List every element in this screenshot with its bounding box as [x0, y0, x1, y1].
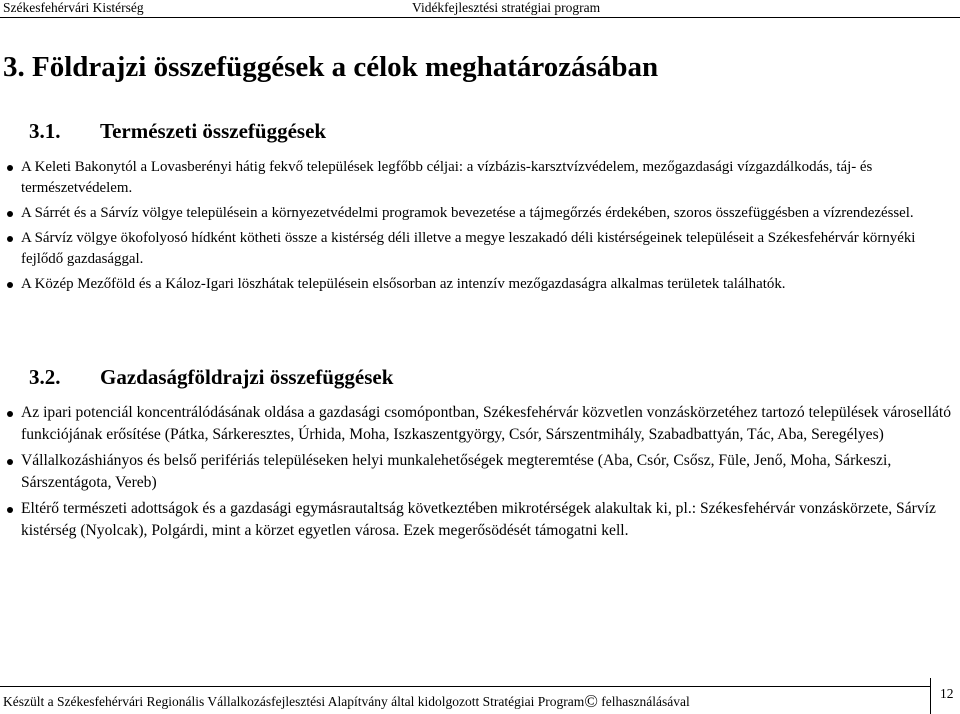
list-item-text: A Keleti Bakonytól a Lovasberényi hátig fekvő települések legfőbb céljai: a vízbázis-karsztvízvédelem, mezőgazdasági vízgazdálkodás, táj- és természetvédelem. — [21, 159, 873, 196]
list-item-text: A Közép Mezőföld és a Káloz-Igari löszhátak településein elsősorban az intenzív mezőgazdaságra alkalmas területek találhatók. — [21, 276, 786, 292]
header-divider — [0, 17, 960, 18]
bullet-icon — [7, 459, 13, 465]
section-heading-economic — [29, 364, 393, 390]
bullet-icon — [7, 411, 13, 417]
economic-bullet-list — [0, 402, 956, 546]
bullet-icon — [7, 236, 13, 242]
list-item — [0, 157, 956, 199]
list-item — [0, 203, 956, 224]
bullet-icon — [7, 165, 13, 171]
bullet-icon — [7, 211, 13, 217]
list-item — [0, 228, 956, 270]
page-number: 12 — [940, 686, 954, 701]
page-footer — [3, 691, 690, 711]
footer-text: Készült a Székesfehérvári Regionális Vállalkozásfejlesztési Alapítvány által kidolgozott Stratégiai Program — [3, 694, 585, 709]
section-title: Természeti összefüggések — [100, 119, 327, 143]
natural-bullet-list — [0, 157, 956, 299]
section-number: 3.2. — [29, 365, 61, 389]
section-heading-natural — [29, 118, 326, 144]
page-title: 3. Földrajzi összefüggések a célok meghatározásában — [3, 51, 659, 83]
list-item-text: Vállalkozáshiányos és belső perifériás településeken helyi munkalehetőségek megteremtése (Aba, Csór, Csősz, Füle, Jenő, Moha, Sárkeszi, Sárszentágota, Vereb) — [21, 452, 892, 491]
list-item — [0, 498, 956, 541]
section-number: 3.1. — [29, 119, 61, 143]
section-title: Gazdaságföldrajzi összefüggések — [100, 365, 394, 389]
header-right-text: Vidékfejlesztési stratégiai program — [412, 0, 601, 15]
list-item-text: Eltérő természeti adottságok és a gazdasági egymásrautaltság következtében mikrotérségek alakultak ki, pl.: Székesfehérvár vonzáskörzete, Sárvíz kistérség (Nyolcak), Polgárdi, mint a körzet egyetlen városa. Ezek megerősödését támogatni kell. — [21, 500, 936, 539]
list-item-text: A Sárrét és a Sárvíz völgye településein a környezetvédelmi programok bevezetése a tájmegőrzés érdekében, szoros összefüggésben a vízrendezéssel. — [21, 205, 914, 221]
list-item-text: A Sárvíz völgye ökofolyosó hídként kötheti össze a kistérség déli illetve a megye leszakadó déli kistérségeinek településeit a Székesfehérvár környéki fejlődő gazdasággal. — [21, 230, 916, 267]
header-left-text: Székesfehérvári Kistérség — [3, 0, 144, 15]
bullet-icon — [7, 507, 13, 513]
list-item — [0, 402, 956, 445]
list-item — [0, 274, 956, 295]
bullet-icon — [7, 282, 13, 288]
list-item — [0, 450, 956, 493]
copyright-icon: © — [584, 691, 598, 711]
list-item-text: Az ipari potenciál koncentrálódásának oldása a gazdasági csomópontban, Székesfehérvár közvetlen vonzáskörzetéhez tartozó települések városellátó funkciójának erősítése (Pátka, Sárkeresztes, Úrhida, Moha, Iszkaszentgyörgy, Csór, Sárszentmihály, Szabadbattyán, Tác, Aba, Seregélyes) — [21, 404, 952, 443]
footer-vertical-divider — [930, 678, 931, 714]
footer-divider — [0, 686, 930, 687]
footer-text-end: felhasználásával — [597, 694, 690, 709]
